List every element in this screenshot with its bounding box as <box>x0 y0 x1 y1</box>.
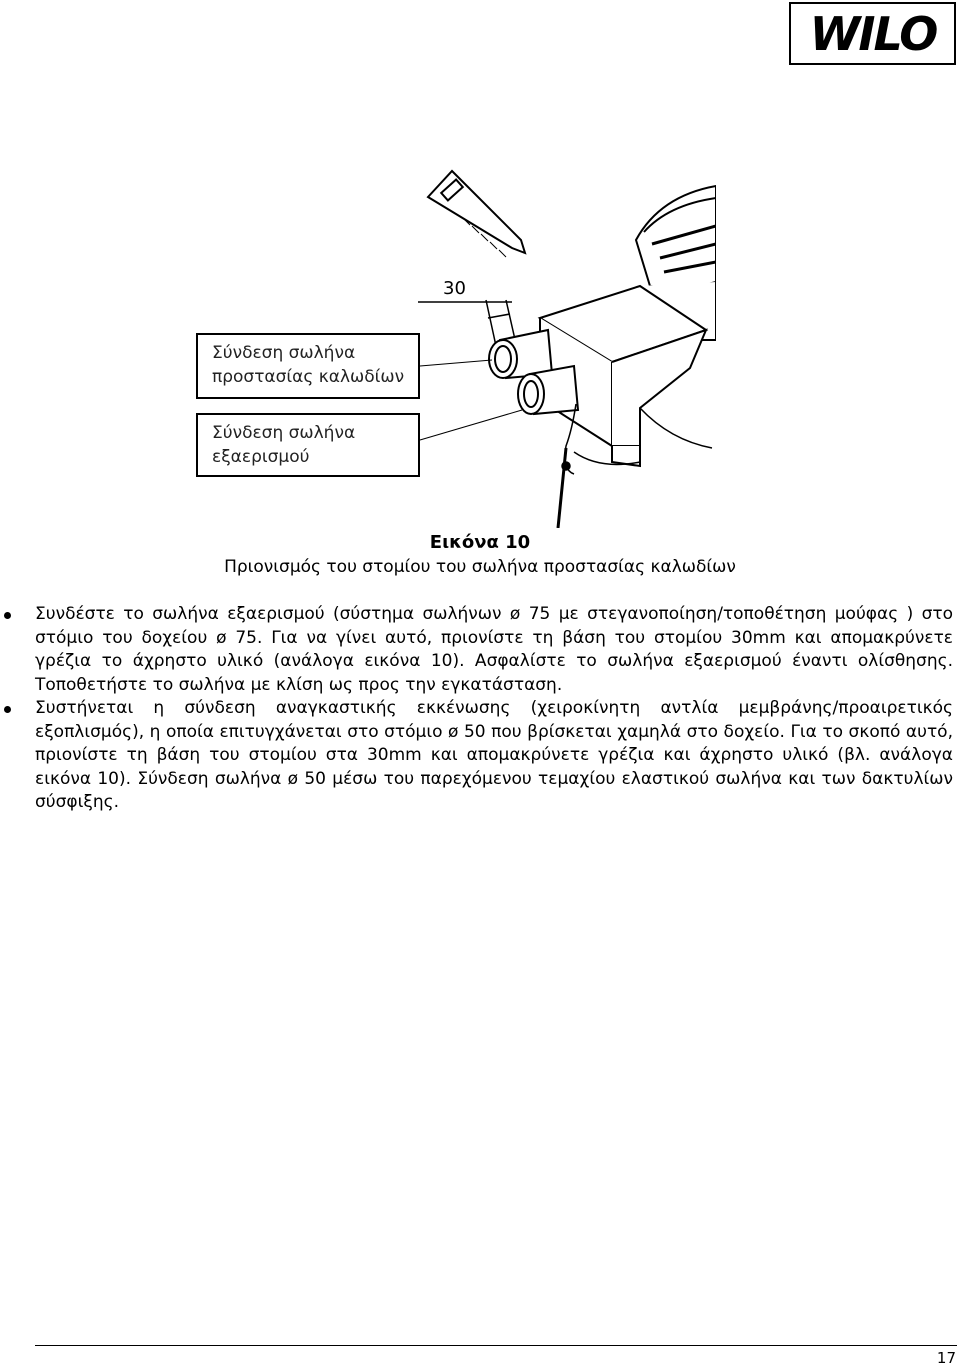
logo-text: WILO <box>809 11 936 56</box>
list-item <box>0 697 953 815</box>
figure-title: Εικόνα 10 <box>429 532 531 553</box>
list-item <box>0 603 953 697</box>
wilo-logo <box>789 2 956 65</box>
callout-line: Σύνδεση σωλήνα <box>212 343 356 363</box>
bullet-icon <box>4 612 11 619</box>
saw-icon <box>428 171 525 257</box>
footer-rule <box>35 1345 957 1346</box>
callout-line: εξαερισμού <box>212 447 310 467</box>
list-item-text: Συστήνεται η σύνδεση αναγκαστικής εκκένωσης (χειροκίνητη αντλία μεμβράνης/προαιρετικός εξοπλισμός), η οποία επιτυγχάνεται στο στόμιο ø 50 που βρίσκεται χαμηλά στο δοχείο. Για το σκοπό αυτό, πριονίστε τη βάση του στομίου στα 30mm και απομακρύνετε γρέζια και άχρηστο υλικό (βλ. ανάλογα εικόνα 10). Σύνδεση σωλήνα ø 50 μέσω του παρεχόμενου τεμαχίου ελαστικού σωλήνα και των δακτυλίων σύσφιξης. <box>35 698 953 812</box>
callout-vent-pipe <box>196 413 420 477</box>
callout-cable-protection-pipe <box>196 333 420 399</box>
dimension-label: 30 <box>443 278 466 299</box>
instruction-list <box>0 603 960 815</box>
page-number: 17 <box>936 1349 956 1367</box>
list-item-text: Συνδέστε το σωλήνα εξαερισμού (σύστημα σωλήνων ø 75 με στεγανοποίηση/τοποθέτηση μούφας ) στο στόμιο του δοχείου ø 75. Για να γίνει αυτό, πριονίστε τη βάση του στομίου 30mm και απομακρύνετε γρέζια το άχρηστο υλικό (ανάλογα εικόνα 10). Ασφαλίστε το σωλήνα εξαερισμού έναντι ολίσθησης. Τοποθετήστε το σωλήνα με κλίση ως προς την εγκατάσταση. <box>35 604 953 695</box>
dimension-marker <box>418 278 516 346</box>
bullet-icon <box>4 706 11 713</box>
figure-subtitle: Πριονισμός του στομίου του σωλήνα προστασίας καλωδίων <box>224 557 736 577</box>
wilo-logo-mark <box>798 12 948 56</box>
callout-line: προστασίας καλωδίων <box>212 367 405 387</box>
callout-line: Σύνδεση σωλήνα <box>212 423 356 443</box>
